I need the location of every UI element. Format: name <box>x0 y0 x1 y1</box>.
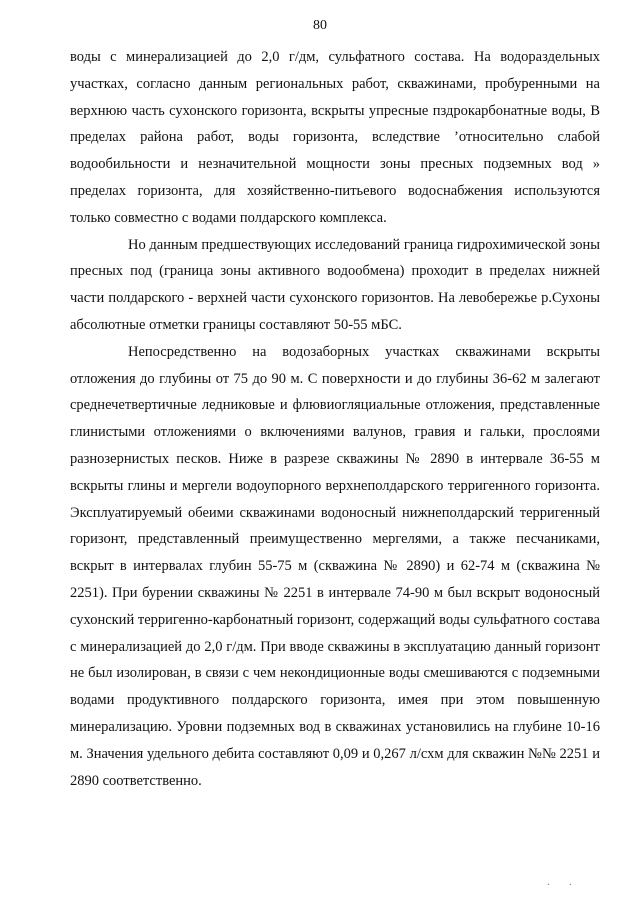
paragraph-3: Непосредственно на водозаборных участках скважинами вскрыты отложения до глубины от 75 до 90 м. С поверхности и до глубины 36-62 м залегают среднечетвертичные ледниковые и флювиогляциальные отложения, представленные глинистыми отложениями о включениями валунов, гравия и гальки, прослоями разнозернистых песков. Ниже в разрезе скважины № 2890 в интервале 36-55 м вскрыты глины и мергели водоупорного верхнеполдарского терригенного горизонта. Эксплуатируемый обеими скважинами водоносный нижнеполдарский терригенный горизонт, представленный преимущественно мергелями, а также песчаниками, вскрыт в интервалах глубин 55-75 м (скважина № 2890) и 62-74 м (скважина № 2251). При бурении скважины № 2251 в интервале 74-90 м был вскрыт водоносный сухонский терригенно-карбонатный горизонт, содержащий воды сульфатного состава с минерализацией до 2,0 г/дм. При вводе скважины в эксплуатацию данный горизонт не был изолирован, в связи с чем некондиционные воды смешиваются с подземными водами продуктивного полдарского горизонта, имея при этом повышенную минерализацию. Уровни подземных вод в скважинах установились на глубине 10-16 м. Значения удельного дебита составляют 0,09 и 0,267 л/схм для скважин №№ 2251 и 2890 соответственно. <box>70 343 600 789</box>
paragraph-2: Но данным предшествующих исследований граница гидрохимической зоны пресных под (граница зоны активного водообмена) проходит в пределах нижней части полдарского - верхней части сухонского горизонтов. На левобережье р.Сухоны абсолютные отметки границы составляют 50-55 мБС. <box>70 236 600 333</box>
document-body <box>70 44 600 794</box>
paragraph-1: воды с минерализацией до 2,0 г/дм, сульфатного состава. На водораздельных участках, согласно данным региональных работ, скважинами, пробуренными на верхнюю часть сухонского горизонта, вскрыты упресные пздрокарбонатные воды, В пределах района работ, воды горизонта, вследствие ’относительно слабой водообильности и незначительной мощности зоны пресных подземных вод » пределах горизонта, для хозяйственно-питьевого водоснабжения используются только совместно с водами полдарского комплекса. <box>70 49 600 226</box>
page-number: 80 <box>313 18 327 33</box>
scan-marks: · · <box>546 880 580 891</box>
